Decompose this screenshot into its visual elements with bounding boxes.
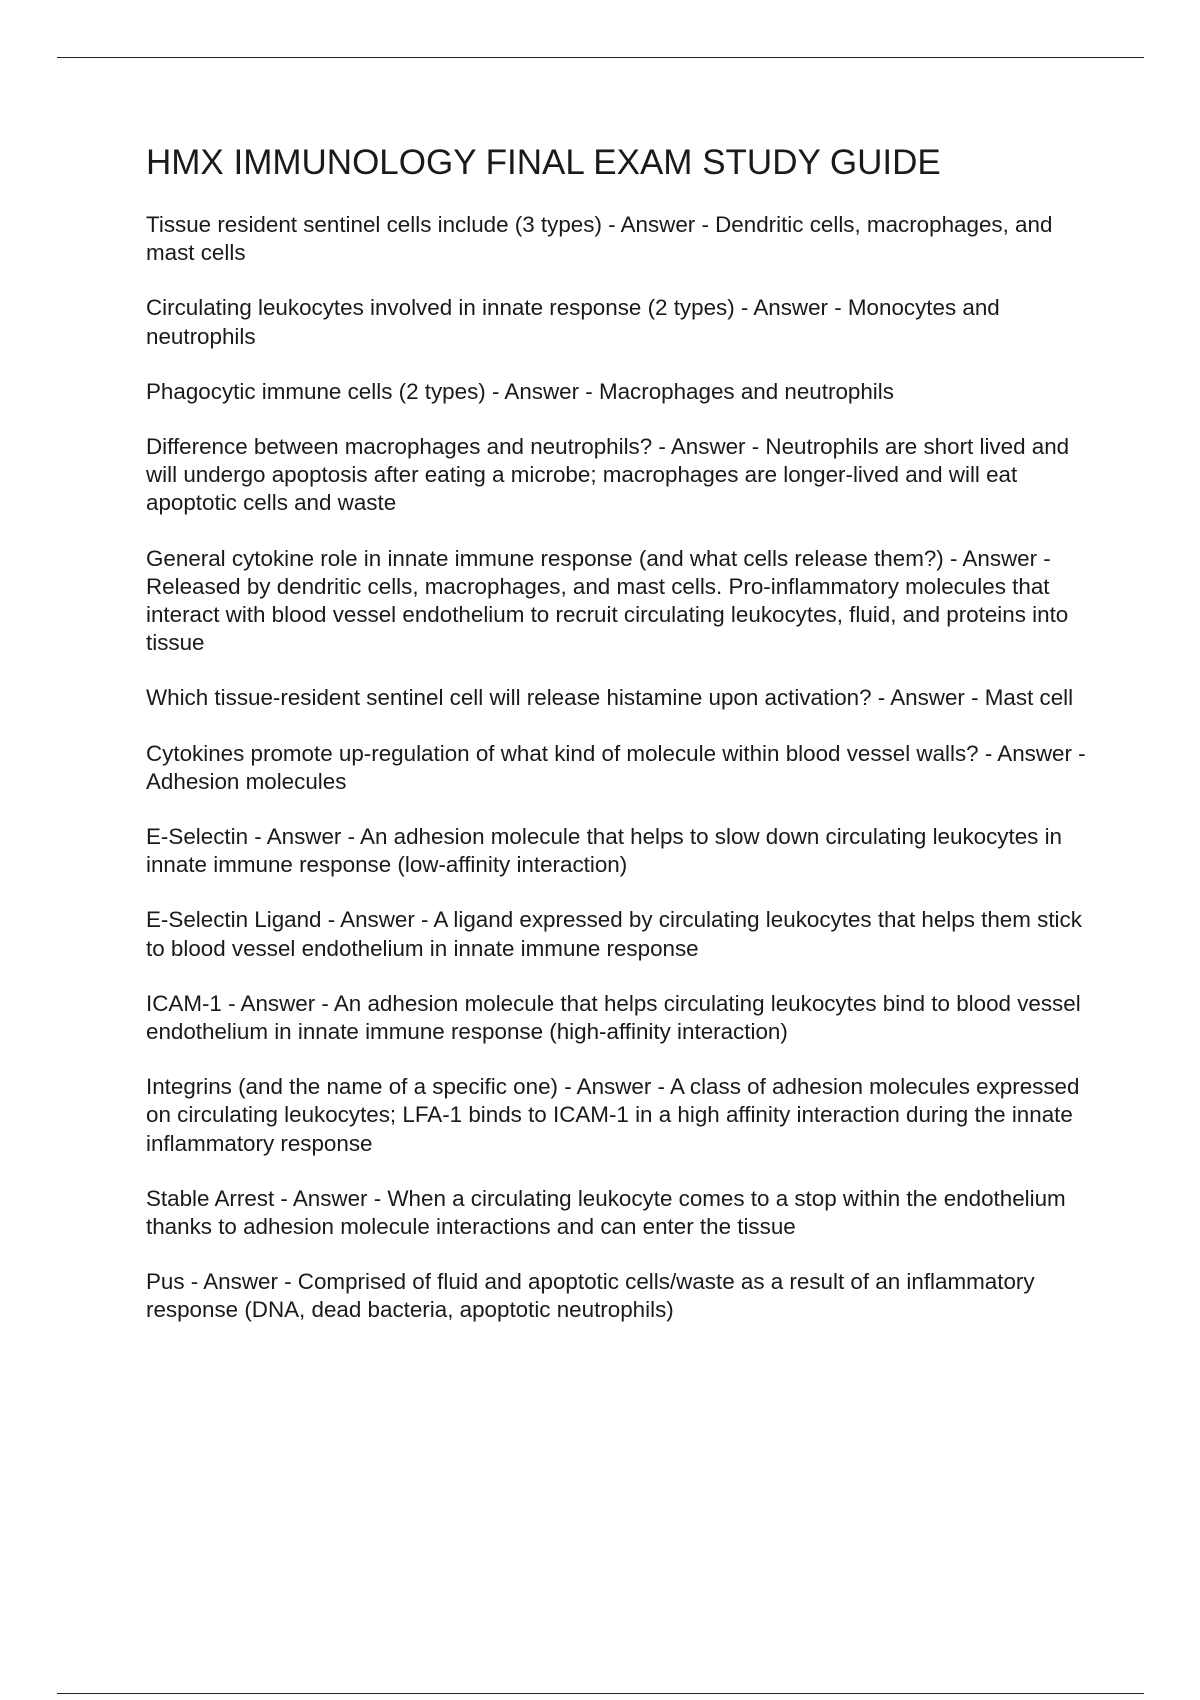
document-body: [146, 142, 1091, 1352]
qa-entry: Stable Arrest - Answer - When a circulating leukocyte comes to a stop within the endothelium thanks to adhesion molecule interactions and can enter the tissue: [146, 1185, 1066, 1240]
qa-entry: Pus - Answer - Comprised of fluid and apoptotic cells/waste as a result of an inflammatory response (DNA, dead bacteria, apoptotic neutrophils): [146, 1269, 1035, 1323]
qa-entry: General cytokine role in innate immune response (and what cells release them?) - Answer - Released by dendritic cells, macrophages, and mast cells. Pro-inflammatory molecules that interact with blood vessel endothelium to recruit circulating leukocytes, fluid, and proteins into tissue: [146, 545, 1069, 656]
qa-entry: Which tissue-resident sentinel cell will release histamine upon activation? - Answer - Mast cell: [146, 685, 1074, 711]
qa-entry: Tissue resident sentinel cells include (3 types) - Answer - Dendritic cells, macrophages, and mast cells: [146, 212, 1053, 266]
qa-entry: Circulating leukocytes involved in innate response (2 types) - Answer - Monocytes and neutrophils: [146, 295, 1000, 349]
qa-entry: Cytokines promote up-regulation of what kind of molecule within blood vessel walls? - Answer - Adhesion molecules: [146, 740, 1086, 794]
qa-entry: E-Selectin - Answer - An adhesion molecule that helps to slow down circulating leukocytes in innate immune response (low-affinity interaction): [146, 824, 1063, 878]
qa-entry: Phagocytic immune cells (2 types) - Answer - Macrophages and neutrophils: [146, 378, 894, 404]
qa-entry: ICAM-1 - Answer - An adhesion molecule that helps circulating leukocytes bind to blood vessel endothelium in innate immune response (high-affinity interaction): [146, 990, 1081, 1045]
bottom-divider: [57, 1693, 1144, 1694]
qa-entry: E-Selectin Ligand - Answer - A ligand expressed by circulating leukocytes that helps them stick to blood vessel endothelium in innate immune response: [146, 907, 1082, 961]
qa-entry: Difference between macrophages and neutrophils? - Answer - Neutrophils are short lived and will undergo apoptosis after eating a microbe; macrophages are longer-lived and will eat apoptotic cells and waste: [146, 434, 1070, 516]
qa-entry: Integrins (and the name of a specific one) - Answer - A class of adhesion molecules expressed on circulating leukocytes; LFA-1 binds to ICAM-1 in a high affinity interaction during the innate inflammatory response: [146, 1074, 1080, 1156]
top-divider: [57, 57, 1144, 58]
page-title: HMX IMMUNOLOGY FINAL EXAM STUDY GUIDE: [146, 143, 941, 182]
